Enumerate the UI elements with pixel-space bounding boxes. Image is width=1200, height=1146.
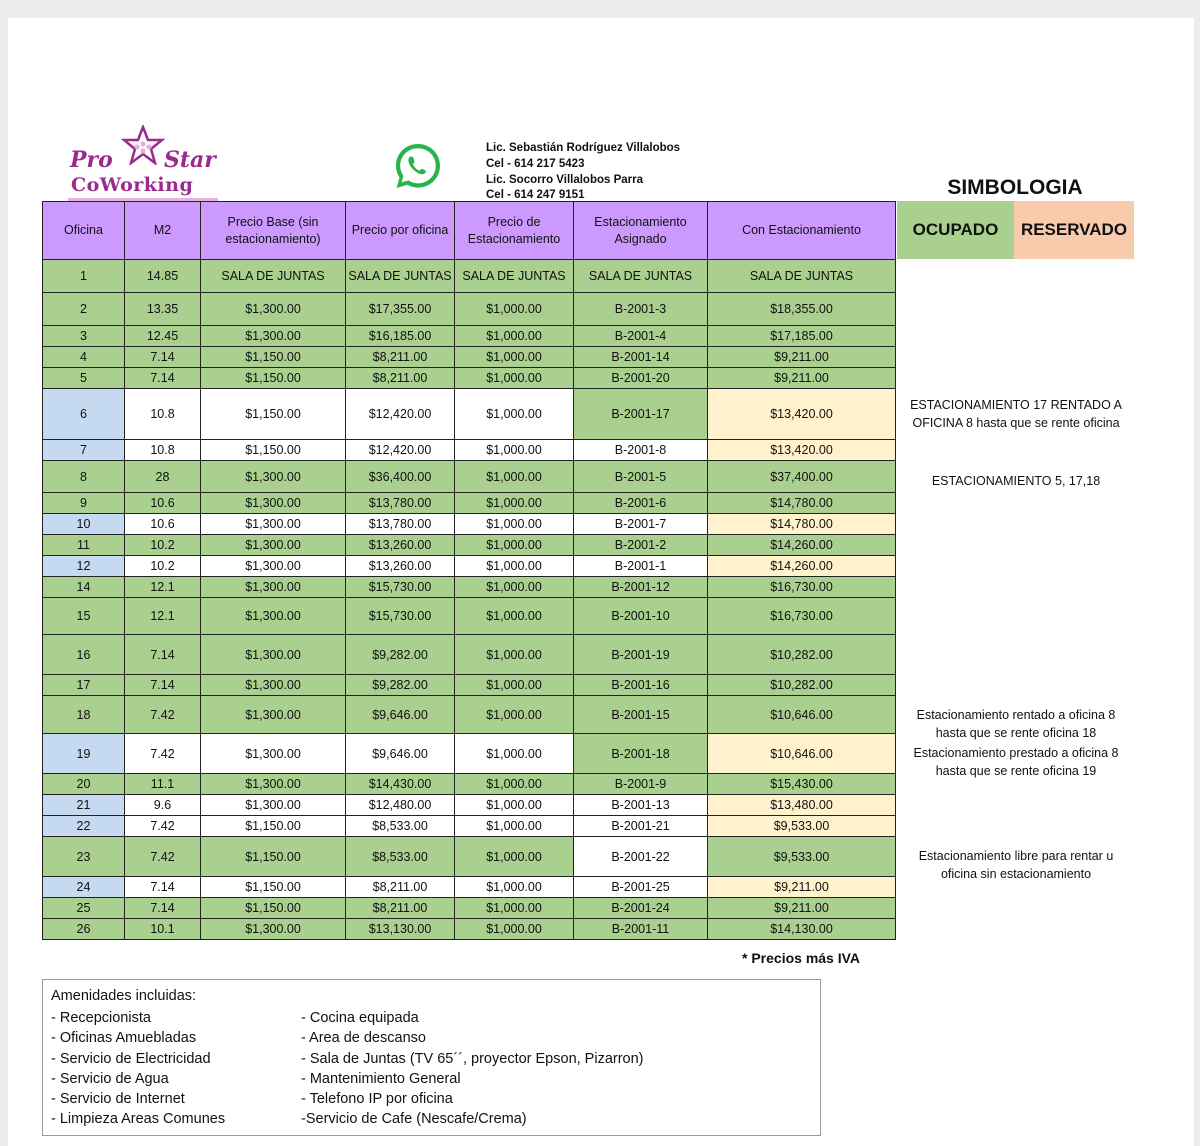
amenities-box: [42, 979, 821, 1136]
table-cell: B-2001-9: [574, 774, 708, 795]
amenity-item: -Servicio de Cafe (Nescafe/Crema): [301, 1111, 527, 1128]
table-cell: 10.1: [125, 919, 201, 940]
table-header-row: [43, 202, 896, 260]
table-cell: 10: [43, 514, 125, 535]
table-row: [43, 556, 896, 577]
prostar-logo: [66, 125, 218, 203]
table-cell: $1,150.00: [201, 440, 346, 461]
table-cell: B-2001-20: [574, 368, 708, 389]
amenities-col-2: [301, 1008, 644, 1130]
amenities-title: Amenidades incluidas:: [51, 988, 197, 1004]
table-row: [43, 293, 896, 326]
table-cell: B-2001-2: [574, 535, 708, 556]
table-cell: $18,355.00: [708, 293, 896, 326]
table-cell: B-2001-15: [574, 696, 708, 734]
table-cell: $15,730.00: [346, 598, 455, 635]
table-cell: $13,260.00: [346, 535, 455, 556]
table-cell: B-2001-22: [574, 837, 708, 877]
table-row: [43, 493, 896, 514]
table-cell: 10.6: [125, 493, 201, 514]
table-cell: $1,000.00: [455, 461, 574, 493]
table-cell: B-2001-13: [574, 795, 708, 816]
table-cell: $1,000.00: [455, 675, 574, 696]
table-cell: 7.14: [125, 368, 201, 389]
table-cell: 23: [43, 837, 125, 877]
table-cell: B-2001-24: [574, 898, 708, 919]
legend-reserved: RESERVADO: [1014, 201, 1134, 259]
table-cell: $12,420.00: [346, 389, 455, 440]
table-cell: $1,150.00: [201, 898, 346, 919]
header-estacionamiento-asignado: Estacionamiento Asignado: [574, 202, 708, 260]
table-cell: $1,150.00: [201, 368, 346, 389]
table-row: [43, 675, 896, 696]
table-cell: B-2001-14: [574, 347, 708, 368]
contact-name-2: Lic. Socorro Villalobos Parra: [486, 173, 644, 186]
table-cell: 12: [43, 556, 125, 577]
table-cell: $1,000.00: [455, 556, 574, 577]
table-row: [43, 326, 896, 347]
table-cell: 7.14: [125, 898, 201, 919]
table-cell: $13,480.00: [708, 795, 896, 816]
table-cell: $10,282.00: [708, 635, 896, 675]
amenity-item: - Cocina equipada: [301, 1010, 419, 1026]
table-cell: 10.6: [125, 514, 201, 535]
table-cell: $1,000.00: [455, 493, 574, 514]
table-row: [43, 795, 896, 816]
amenity-item: - Servicio de Electricidad: [51, 1050, 211, 1067]
table-cell: $1,000.00: [455, 877, 574, 898]
table-cell: $9,211.00: [708, 347, 896, 368]
note-line: hasta que se rente oficina 19: [935, 764, 1097, 778]
table-cell: B-2001-12: [574, 577, 708, 598]
table-cell: $1,000.00: [455, 514, 574, 535]
table-cell: $15,430.00: [708, 774, 896, 795]
table-cell: 1: [43, 260, 125, 293]
table-cell: $1,150.00: [201, 347, 346, 368]
table-cell: $1,300.00: [201, 293, 346, 326]
table-row: [43, 577, 896, 598]
note-oficina-19: [900, 744, 1132, 780]
table-cell: $1,300.00: [201, 493, 346, 514]
table-cell: 25: [43, 898, 125, 919]
table-cell: $8,211.00: [346, 368, 455, 389]
amenity-item: - Recepcionista: [51, 1010, 151, 1026]
table-cell: SALA DE JUNTAS: [708, 260, 896, 293]
table-cell: 7.14: [125, 877, 201, 898]
table-cell: $10,282.00: [708, 675, 896, 696]
table-row: [43, 877, 896, 898]
table-row: [43, 368, 896, 389]
table-cell: 28: [125, 461, 201, 493]
table-cell: $1,000.00: [455, 293, 574, 326]
table-cell: 7.14: [125, 675, 201, 696]
table-cell: $1,000.00: [455, 816, 574, 837]
table-cell: $9,533.00: [708, 837, 896, 877]
table-cell: $13,780.00: [346, 514, 455, 535]
table-cell: $1,300.00: [201, 535, 346, 556]
table-cell: 12.45: [125, 326, 201, 347]
table-cell: $1,150.00: [201, 389, 346, 440]
table-cell: $12,480.00: [346, 795, 455, 816]
table-cell: $8,211.00: [346, 898, 455, 919]
note-line: ESTACIONAMIENTO 5, 17,18: [931, 474, 1101, 488]
table-cell: $9,211.00: [708, 877, 896, 898]
header-con-estacionamiento: Con Estacionamiento: [708, 202, 896, 260]
table-cell: 19: [43, 734, 125, 774]
table-cell: 14.85: [125, 260, 201, 293]
table-cell: 15: [43, 598, 125, 635]
table-cell: $9,282.00: [346, 675, 455, 696]
table-row: [43, 389, 896, 440]
table-cell: $13,780.00: [346, 493, 455, 514]
table-cell: 22: [43, 816, 125, 837]
table-cell: $1,300.00: [201, 919, 346, 940]
header-oficina: Oficina: [43, 202, 125, 260]
table-cell: B-2001-1: [574, 556, 708, 577]
note-oficina-23: [900, 847, 1132, 883]
contact-info: [486, 141, 680, 204]
table-cell: $9,282.00: [346, 635, 455, 675]
note-oficina-18: [900, 706, 1132, 742]
table-cell: B-2001-21: [574, 816, 708, 837]
amenity-item: - Area de descanso: [301, 1030, 426, 1047]
table-cell: B-2001-5: [574, 461, 708, 493]
table-cell: $1,300.00: [201, 514, 346, 535]
table-cell: 3: [43, 326, 125, 347]
table-row: [43, 514, 896, 535]
note-oficina-6: [900, 396, 1132, 432]
table-cell: 13.35: [125, 293, 201, 326]
table-cell: 18: [43, 696, 125, 734]
header-m2: M2: [125, 202, 201, 260]
note-line: OFICINA 8 hasta que se rente oficina: [912, 416, 1120, 430]
table-cell: $8,533.00: [346, 837, 455, 877]
table-cell: $1,300.00: [201, 696, 346, 734]
table-cell: SALA DE JUNTAS: [346, 260, 455, 293]
amenities-col-1: [51, 1008, 225, 1130]
table-cell: $9,533.00: [708, 816, 896, 837]
table-cell: 16: [43, 635, 125, 675]
table-cell: $16,730.00: [708, 598, 896, 635]
table-cell: B-2001-4: [574, 326, 708, 347]
table-cell: B-2001-6: [574, 493, 708, 514]
table-cell: B-2001-16: [574, 675, 708, 696]
table-cell: $12,420.00: [346, 440, 455, 461]
table-cell: $10,646.00: [708, 734, 896, 774]
table-cell: $1,000.00: [455, 837, 574, 877]
table-cell: $14,430.00: [346, 774, 455, 795]
table-cell: $1,300.00: [201, 598, 346, 635]
table-cell: $8,211.00: [346, 877, 455, 898]
table-cell: 12.1: [125, 577, 201, 598]
table-row: [43, 535, 896, 556]
table-cell: $1,000.00: [455, 635, 574, 675]
table-cell: 5: [43, 368, 125, 389]
footnote-iva: * Precios más IVA: [742, 950, 861, 966]
table-row: [43, 919, 896, 940]
table-row: [43, 347, 896, 368]
table-cell: $1,000.00: [455, 898, 574, 919]
table-cell: $1,000.00: [455, 368, 574, 389]
header-precio-oficina: Precio por oficina: [346, 202, 455, 260]
amenity-item: - Sala de Juntas (TV 65´´, proyector Epson, Pizarron): [301, 1050, 644, 1067]
table-cell: 7.42: [125, 816, 201, 837]
table-row: [43, 635, 896, 675]
table-row: [43, 598, 896, 635]
table-cell: 17: [43, 675, 125, 696]
table-cell: $1,300.00: [201, 635, 346, 675]
table-cell: $1,300.00: [201, 675, 346, 696]
table-cell: $9,211.00: [708, 368, 896, 389]
table-cell: 20: [43, 774, 125, 795]
logo-word-star: Star: [164, 147, 216, 173]
table-cell: SALA DE JUNTAS: [574, 260, 708, 293]
table-cell: SALA DE JUNTAS: [201, 260, 346, 293]
star-icon: [121, 125, 165, 165]
table-cell: $1,150.00: [201, 877, 346, 898]
table-cell: B-2001-8: [574, 440, 708, 461]
note-oficina-8: [900, 472, 1132, 490]
table-cell: 10.8: [125, 389, 201, 440]
table-cell: $1,000.00: [455, 795, 574, 816]
table-cell: $1,000.00: [455, 696, 574, 734]
table-cell: $14,780.00: [708, 493, 896, 514]
table-cell: 10.8: [125, 440, 201, 461]
table-cell: $1,300.00: [201, 795, 346, 816]
table-cell: $1,300.00: [201, 556, 346, 577]
table-cell: $1,150.00: [201, 837, 346, 877]
table-cell: B-2001-19: [574, 635, 708, 675]
table-row: [43, 816, 896, 837]
table-cell: $1,000.00: [455, 440, 574, 461]
logo-word-pro: Pro: [70, 147, 113, 173]
table-row: [43, 696, 896, 734]
table-cell: 11.1: [125, 774, 201, 795]
table-cell: $1,150.00: [201, 816, 346, 837]
table-cell: 6: [43, 389, 125, 440]
table-cell: $14,130.00: [708, 919, 896, 940]
table-cell: $1,300.00: [201, 774, 346, 795]
table-cell: $1,000.00: [455, 347, 574, 368]
table-cell: 7.42: [125, 837, 201, 877]
table-cell: 7.42: [125, 734, 201, 774]
table-cell: $8,211.00: [346, 347, 455, 368]
table-cell: B-2001-17: [574, 389, 708, 440]
table-cell: 21: [43, 795, 125, 816]
offices-table: [42, 201, 896, 940]
table-cell: $1,000.00: [455, 535, 574, 556]
table-row: [43, 774, 896, 795]
table-cell: $1,000.00: [455, 389, 574, 440]
table-cell: $1,000.00: [455, 919, 574, 940]
legend-title: SIMBOLOGIA: [947, 176, 1083, 199]
table-cell: 12.1: [125, 598, 201, 635]
table-cell: $1,000.00: [455, 326, 574, 347]
table-cell: B-2001-18: [574, 734, 708, 774]
table-cell: 9.6: [125, 795, 201, 816]
table-cell: 7.14: [125, 635, 201, 675]
amenity-item: - Mantenimiento General: [301, 1070, 461, 1087]
table-cell: 7.14: [125, 347, 201, 368]
table-row: [43, 260, 896, 293]
table-cell: $1,300.00: [201, 461, 346, 493]
table-cell: $14,260.00: [708, 535, 896, 556]
table-cell: $14,780.00: [708, 514, 896, 535]
amenity-item: - Oficinas Amuebladas: [51, 1030, 197, 1047]
contact-name-1: Lic. Sebastián Rodríguez Villalobos: [486, 142, 681, 154]
table-row: [43, 837, 896, 877]
table-cell: $13,260.00: [346, 556, 455, 577]
table-cell: 10.2: [125, 556, 201, 577]
table-cell: 10.2: [125, 535, 201, 556]
logo-word-coworking: CoWorking: [71, 174, 194, 196]
legend-occupied: OCUPADO: [897, 201, 1014, 259]
table-cell: $1,000.00: [455, 598, 574, 635]
table-cell: $13,130.00: [346, 919, 455, 940]
table-cell: $1,000.00: [455, 577, 574, 598]
table-cell: $10,646.00: [708, 696, 896, 734]
table-cell: 11: [43, 535, 125, 556]
table-cell: SALA DE JUNTAS: [455, 260, 574, 293]
table-cell: 8: [43, 461, 125, 493]
table-cell: 2: [43, 293, 125, 326]
table-cell: $8,533.00: [346, 816, 455, 837]
header-precio-estacionamiento: Precio de Estacionamiento: [455, 202, 574, 260]
table-cell: $1,000.00: [455, 734, 574, 774]
table-row: [43, 461, 896, 493]
table-cell: 14: [43, 577, 125, 598]
table-row: [43, 898, 896, 919]
table-cell: $15,730.00: [346, 577, 455, 598]
table-cell: $9,646.00: [346, 734, 455, 774]
table-cell: B-2001-11: [574, 919, 708, 940]
amenity-item: - Servicio de Agua: [51, 1070, 169, 1087]
table-cell: $36,400.00: [346, 461, 455, 493]
table-cell: $14,260.00: [708, 556, 896, 577]
table-cell: $9,211.00: [708, 898, 896, 919]
note-line: oficina sin estacionamiento: [940, 867, 1092, 881]
table-cell: B-2001-10: [574, 598, 708, 635]
amenity-item: - Servicio de Internet: [51, 1091, 185, 1108]
whatsapp-icon: [392, 140, 444, 192]
table-cell: $37,400.00: [708, 461, 896, 493]
note-line: Estacionamiento prestado a oficina 8: [913, 746, 1119, 760]
table-cell: $1,300.00: [201, 577, 346, 598]
table-cell: B-2001-25: [574, 877, 708, 898]
table-cell: $1,300.00: [201, 326, 346, 347]
table-cell: $13,420.00: [708, 440, 896, 461]
table-row: [43, 734, 896, 774]
note-line: Estacionamiento libre para rentar u: [918, 849, 1114, 863]
table-cell: 9: [43, 493, 125, 514]
table-cell: B-2001-7: [574, 514, 708, 535]
table-cell: $1,000.00: [455, 774, 574, 795]
table-cell: 24: [43, 877, 125, 898]
table-cell: $16,185.00: [346, 326, 455, 347]
table-row: [43, 440, 896, 461]
table-cell: 7: [43, 440, 125, 461]
table-cell: B-2001-3: [574, 293, 708, 326]
contact-phone-2: Cel - 614 247 9151: [486, 189, 585, 202]
table-cell: $17,185.00: [708, 326, 896, 347]
table-cell: 7.42: [125, 696, 201, 734]
table-cell: 4: [43, 347, 125, 368]
table-cell: $17,355.00: [346, 293, 455, 326]
amenity-item: - Limpieza Areas Comunes: [51, 1111, 226, 1128]
note-line: ESTACIONAMIENTO 17 RENTADO A: [910, 398, 1122, 412]
table-cell: $1,300.00: [201, 734, 346, 774]
header-precio-base: Precio Base (sin estacionamiento): [201, 202, 346, 260]
contact-phone-1: Cel - 614 217 5423: [486, 157, 585, 170]
table-cell: $16,730.00: [708, 577, 896, 598]
table-cell: $13,420.00: [708, 389, 896, 440]
amenity-item: - Telefono IP por oficina: [301, 1091, 453, 1108]
table-cell: 26: [43, 919, 125, 940]
table-cell: $9,646.00: [346, 696, 455, 734]
note-line: Estacionamiento rentado a oficina 8: [916, 708, 1116, 722]
note-line: hasta que se rente oficina 18: [935, 726, 1097, 740]
